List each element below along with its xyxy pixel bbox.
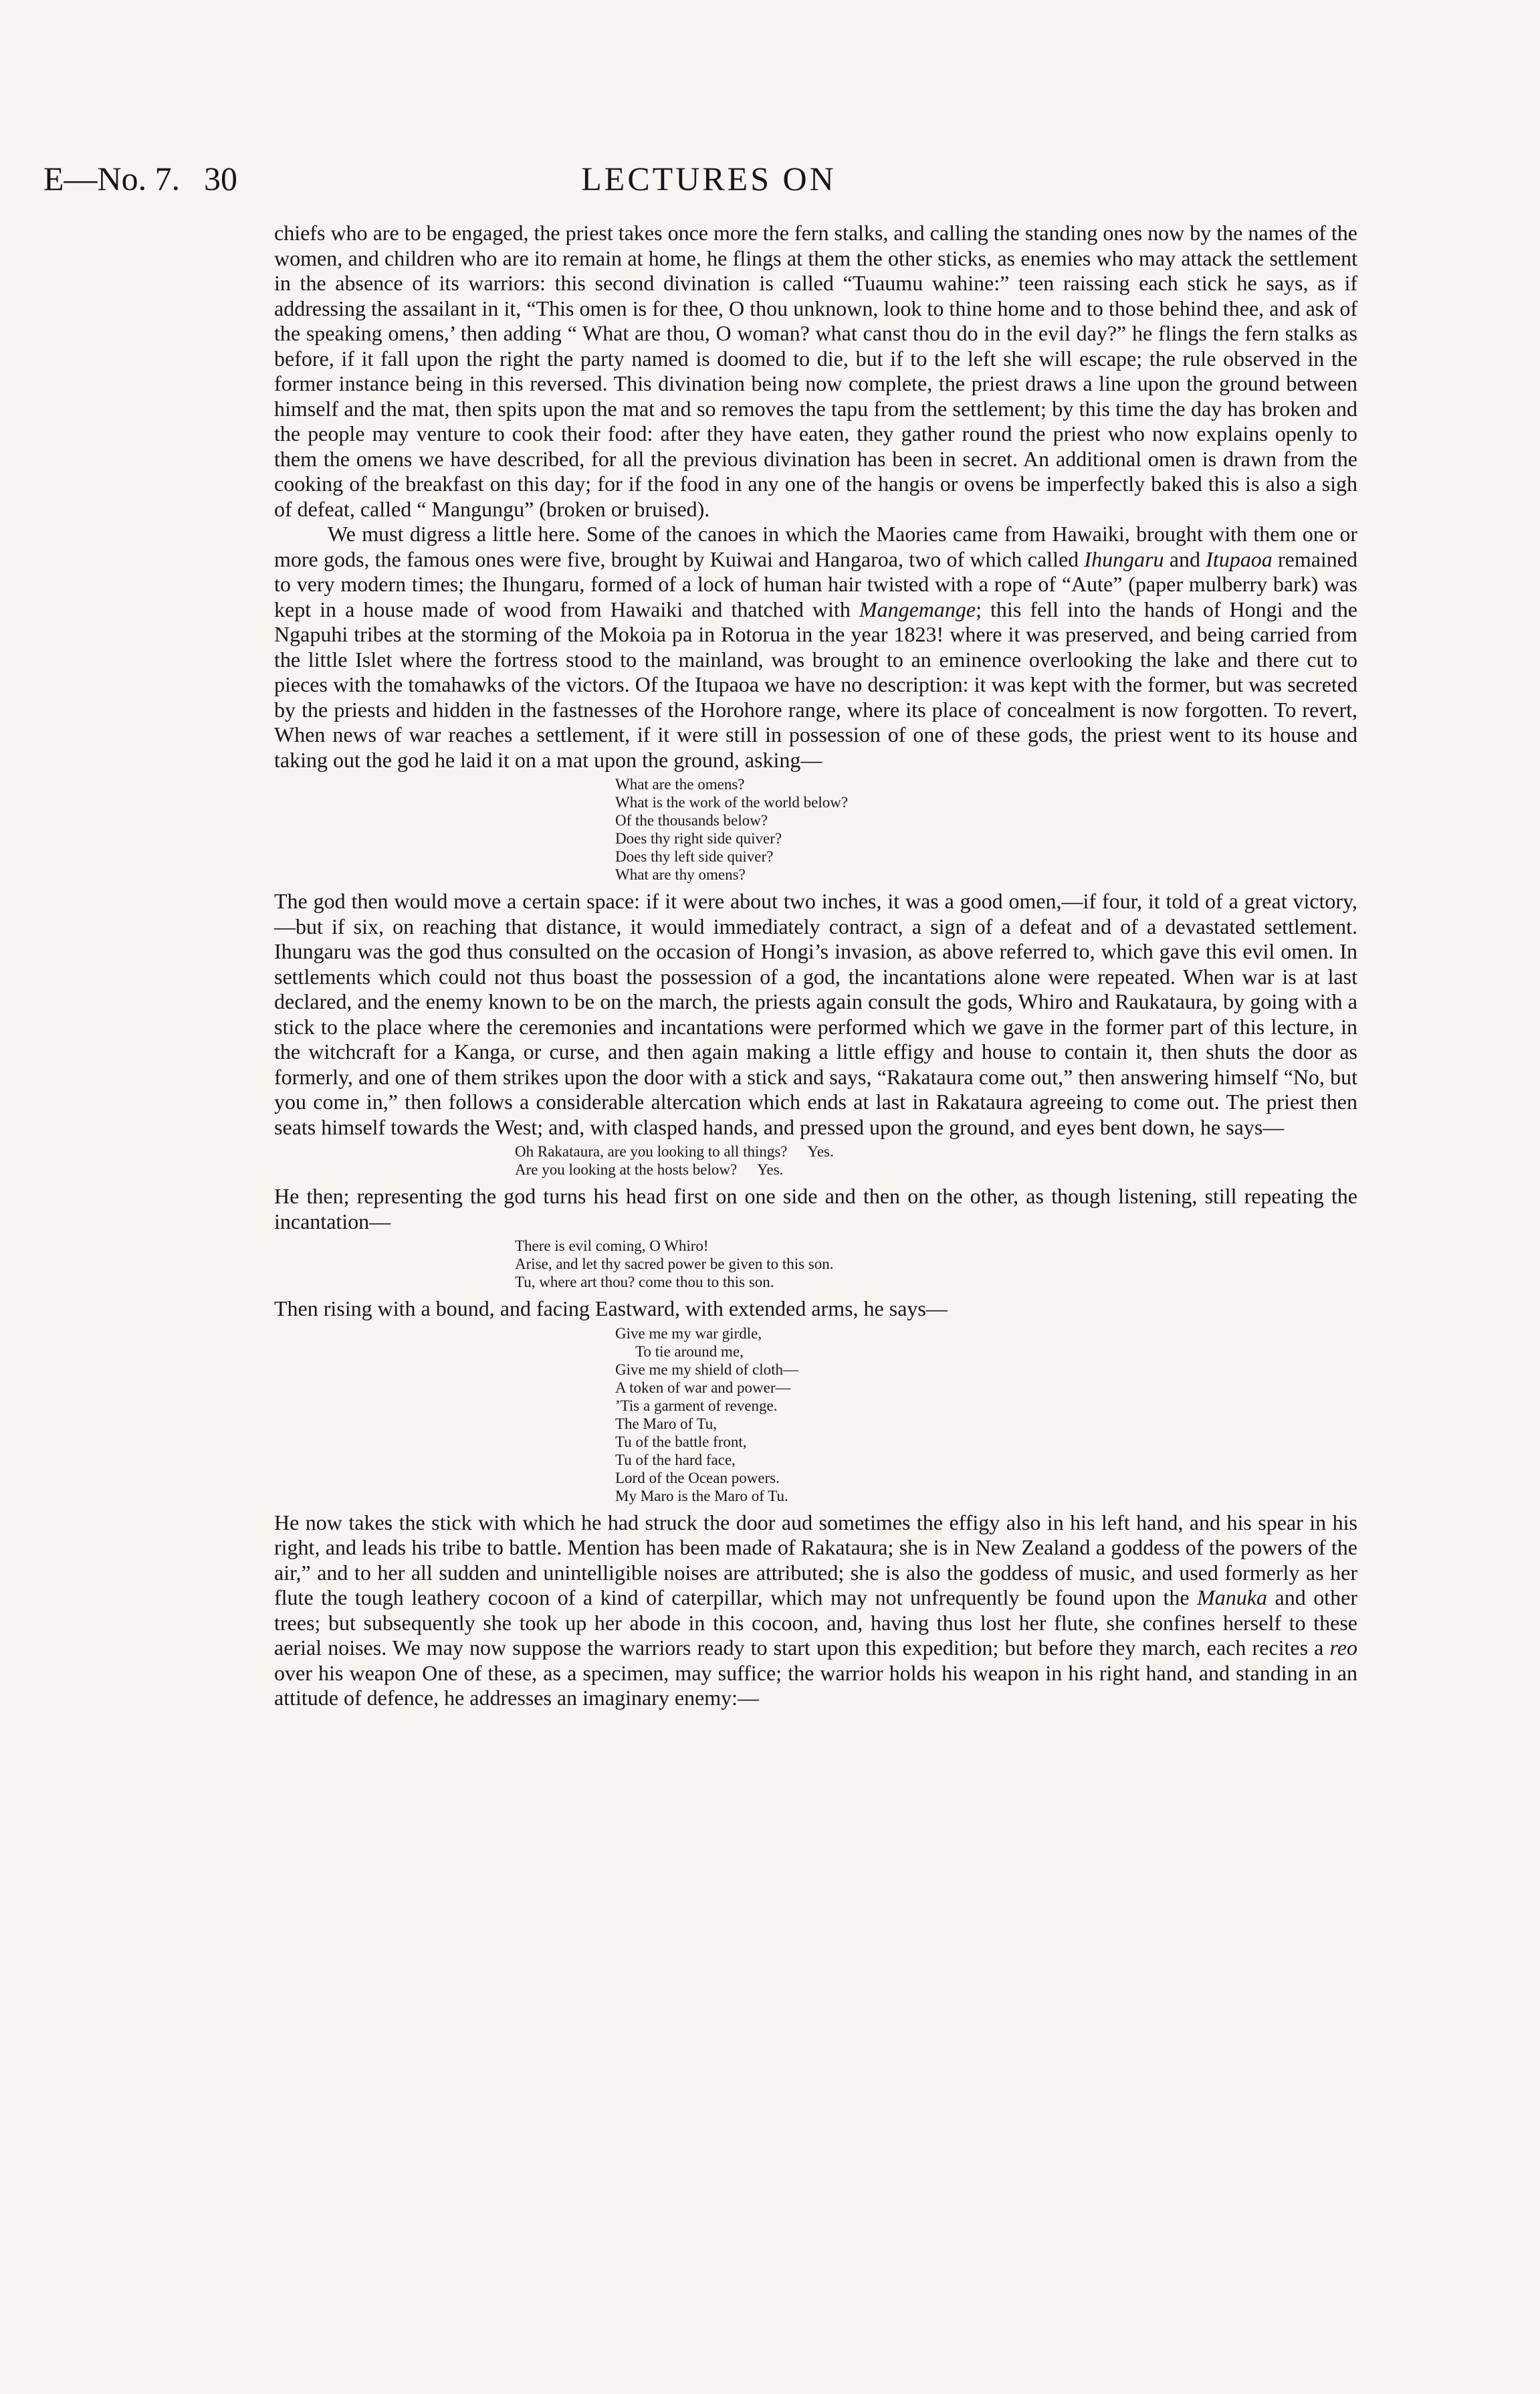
page-header xyxy=(43,159,1374,206)
verse-line: The Maro of Tu, xyxy=(615,1415,718,1432)
verse-line: Tu of the battle front, xyxy=(615,1433,747,1450)
text-run: He now takes the stick with which he had struck the door aud sometimes the effigy also in his left hand, and his spear in his right, and leads his tribe to battle. Mention has been made of Rakataura; she is in New Zealand a goddess of the powers of the air,” and to her all sudden and unintelligible noises are attributed; she is also the goddess of music, and used formerly as her flute the tough leathery cocoon of a kind of caterpillar, which may not unfrequently be found upon the xyxy=(274,1510,1357,1609)
page-number: 30 xyxy=(204,160,237,197)
verse-line: Of the thousands below? xyxy=(615,812,768,829)
verse-question: Oh Rakataura, are you looking to all things? xyxy=(515,1143,788,1160)
verse-answer: Yes. xyxy=(807,1143,834,1160)
italic-term: Itupaoa xyxy=(1206,546,1273,571)
verse-answer: Yes. xyxy=(757,1161,784,1178)
text-run: and other trees; but subsequently she took up her abode in this cocoon, and, having thus lost her flute, she confines herself to these aerial noises. We may now suppose the warriors ready to start upon this expedition; but before they march, each recites a xyxy=(274,1585,1358,1660)
paragraph-1: chiefs who are to be engaged, the priest takes once more the fern stalks, and calling the standing ones now by the names of the women, and children who are ito remain at home, he flings at them the other sticks, as enemies who may attack the settlement in the absence of its warriors: this second divination is called “Tuaumu wahine:” teen raissing each stick he says, as if addressing the assailant in it, “This omen is for thee, O thou unknown, look to thine home and to those behind thee, and ask of the speaking omens,’ then adding “ What are thou, O woman? what canst thou do in the evil day?” he flings the fern stalks as before, if it fall upon the right the party named is doomed to die, but if to the left she will escape; the rule observed in the former instance being in this reversed. This divination being now complete, the priest draws a line upon the ground between himself and the mat, then spits upon the mat and so removes the tapu from the settlement; by this time the day has broken and the people may venture to cook their food: after they have eaten, they gather round the priest who now explains openly to them the omens we have described, for all the previous divination has been in secret. An additional omen is drawn from the cooking of the breakfast on this day; for if the food in any one of the hangis or ovens be imperfectly baked this is also a sigh of defeat, called “ Mangungu” (broken or bruised). xyxy=(274,221,1357,521)
italic-term: Ihungaru xyxy=(1084,546,1164,571)
verse-line: What are the omens? xyxy=(615,776,745,793)
verse-line: ’Tis a garment of revenge. xyxy=(615,1397,778,1414)
body-text xyxy=(274,221,1357,1711)
text-run: remained to very modern times; the Ihungaru, formed of a lock of human hair twisted with a rope of “Aute” (paper mulberry bark) was kept in a house made of wood from Hawaiki and thatched with xyxy=(274,546,1358,621)
running-title: LECTURES ON xyxy=(581,160,837,197)
verse-line: Does thy right side quiver? xyxy=(615,830,782,847)
text-run: We must digress a little here. Some of the canoes in which the Maories came from Hawaiki, brought with them one or more gods, the famous ones were five, brought by Kuiwai and Hangaroa, two of which called xyxy=(274,522,1357,571)
verse-line: What is the work of the world below? xyxy=(615,794,849,811)
text-run: over his weapon One of these, as a specimen, may suffice; the warrior holds his weapon in his right hand, and standing in an attitude of defence, he addresses an imaginary enemy:— xyxy=(274,1660,1357,1710)
paragraph-3: The god then would move a certain space: if it were about two inches, it was a good omen,—if four, it told of a great victory,—but if six, on reaching that distance, it would immediately contract, a sign of a defeat and of a devastated settlement. Ihungaru was the god thus consulted on the occasion of Hongi’s invasion, as above referred to, which gave this evil omen. In settlements which could not thus boast the possession of a god, the incantations alone were repeated. When war is at last declared, and the enemy known to be on the march, the priests again consult the gods, Whiro and Raukataura, by going with a stick to the place where the ceremonies and incantations were performed which we gave in the former part of this lecture, in the witchcraft for a Kanga, or curse, and then again making a little effigy and house to contain it, then shuts the door as formerly, and one of them strikes upon the door with a stick and says, “Rakataura come out,” then answering himself “No, but you come in,” then follows a considerable altercation which ends at last in Rakataura agreeing to come out. The priest then seats himself towards the West; and, with clasped hands, and pressed upon the ground, and eyes bent down, he says— xyxy=(274,889,1357,1139)
verse-line: Does thy left side quiver? xyxy=(615,848,774,865)
verse-line: My Maro is the Maro of Tu. xyxy=(615,1487,788,1504)
verse-line: Lord of the Ocean powers. xyxy=(615,1469,780,1486)
paragraph-6 xyxy=(274,1510,1357,1711)
italic-term: reo xyxy=(1329,1635,1357,1660)
verse-line: Give me my shield of cloth— xyxy=(615,1361,799,1378)
text-run: ; this fell into the hands of Hongi and the Ngapuhi tribes at the storming of the Mokoia pa in Rotorua in the year 1823! where it was preserved, and being carried from the little Islet where the fortress stood to the mainland, was brought to an eminence overlooking the lake and there cut to pieces with the tomahawks of the victors. Of the Itupaoa we have no description: it was kept with the former, but was secreted by the priests and hidden in the fastnesses of the Horohore range, where its place of concealment is now forgotten. To revert, When news of war reaches a settlement, if it were still in possession of one of these gods, the priest went to its house and taking out the god he laid it on a mat upon the ground, asking— xyxy=(274,597,1358,772)
paragraph-5: Then rising with a bound, and facing Eastward, with extended arms, he says— xyxy=(274,1296,948,1320)
italic-term: Mangemange xyxy=(859,597,976,621)
verse-question: Are you looking at the hosts below? xyxy=(515,1161,738,1178)
verse-line: To tie around me, xyxy=(635,1342,744,1360)
incantation-omens xyxy=(274,775,1357,884)
verse-line: There is evil coming, O Whiro! xyxy=(515,1237,709,1254)
verse-line: Tu, where art thou? come thou to this son. xyxy=(515,1274,774,1290)
italic-term: Manuka xyxy=(1197,1585,1267,1609)
text-run: and xyxy=(1164,546,1206,571)
document-reference: E—No. 7. xyxy=(43,160,181,197)
verse-line: Tu of the hard face, xyxy=(615,1451,736,1468)
verse-line: What are thy omens? xyxy=(615,866,746,883)
verse-line: Arise, and let thy sacred power be given to this son. xyxy=(515,1256,834,1272)
verse-line xyxy=(515,1142,1357,1161)
verse-line: Give me my war girdle, xyxy=(615,1324,762,1342)
verse-line: A token of war and power— xyxy=(615,1379,791,1396)
verse-line xyxy=(515,1161,1357,1179)
incantation-war-girdle xyxy=(274,1324,1357,1505)
incantation-rakataura xyxy=(274,1142,1357,1179)
paragraph-2 xyxy=(274,522,1357,773)
paragraph-4: He then; representing the god turns his head first on one side and then on the other, as though listening, still repeating the incantation— xyxy=(274,1184,1357,1233)
incantation-whiro xyxy=(274,1237,1357,1291)
